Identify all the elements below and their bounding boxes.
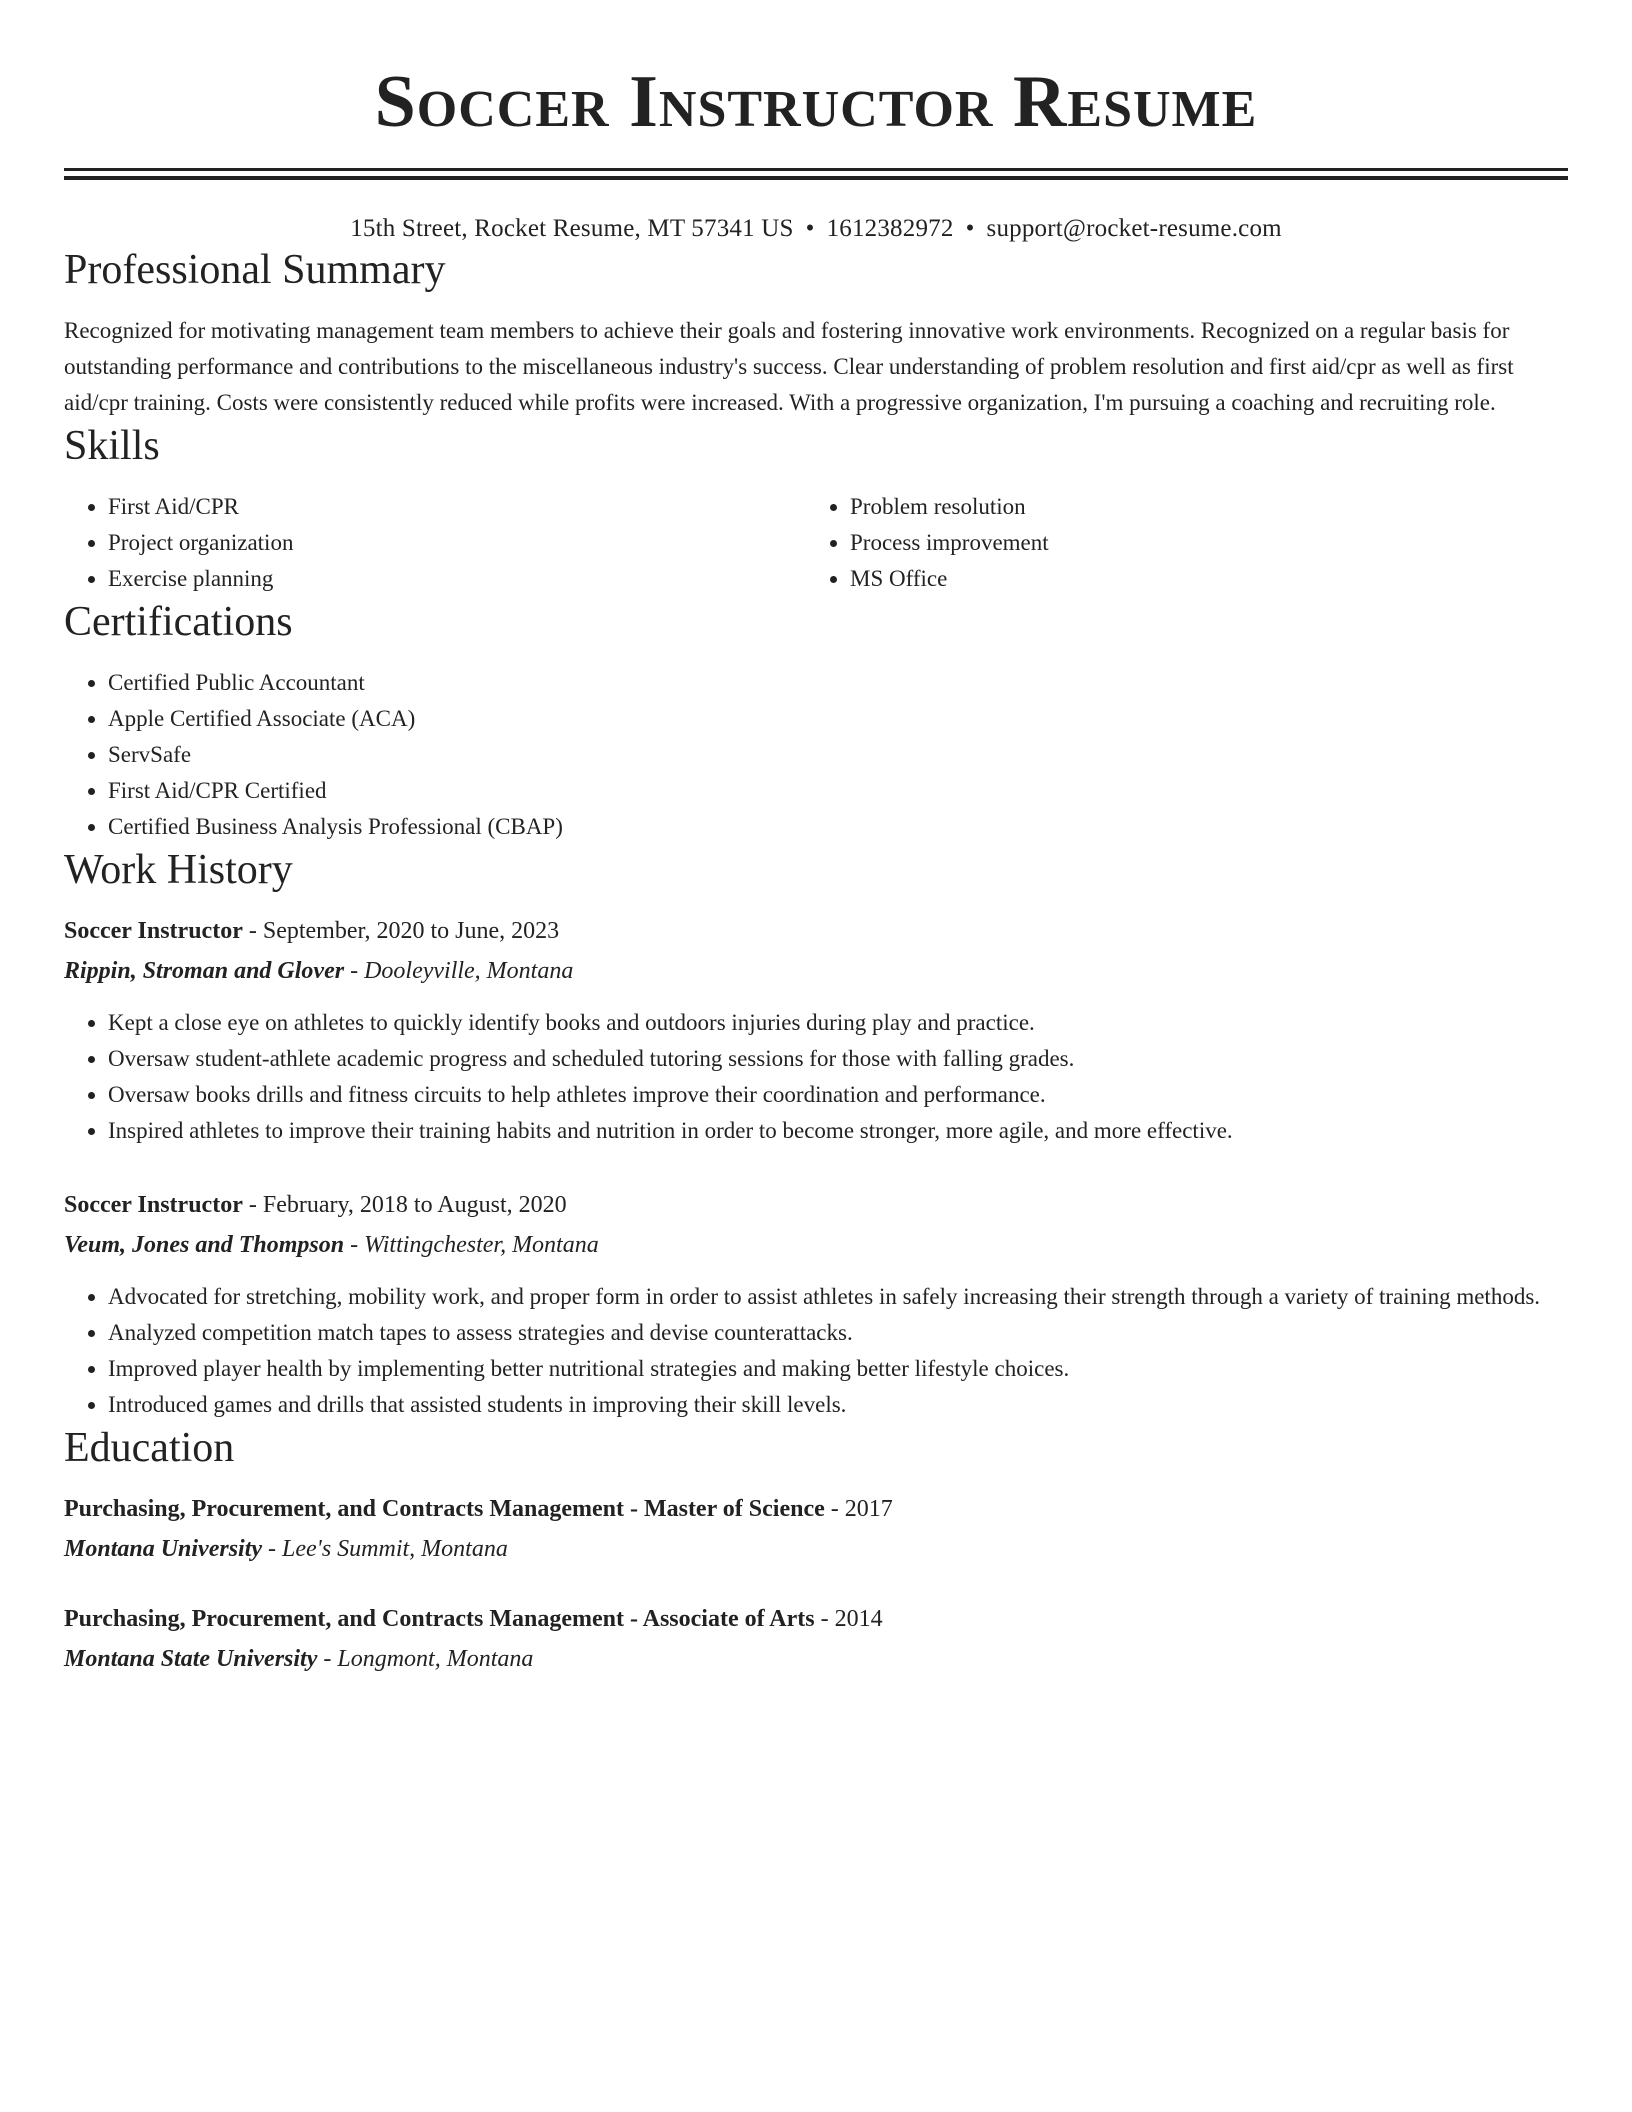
job-header: Soccer Instructor - February, 2018 to August, 2020 bbox=[64, 1192, 567, 1218]
job-bullet: • Oversaw books drills and fitness circuits to help athletes improve their coordination and performance. bbox=[108, 1077, 1568, 1113]
job-location: Dooleyville, Montana bbox=[364, 958, 574, 984]
certification-item: • First Aid/CPR Certified bbox=[108, 773, 1568, 809]
summary-heading: Professional Summary bbox=[64, 247, 446, 293]
certification-item: • ServSafe bbox=[108, 737, 1568, 773]
job-bullet: • Introduced games and drills that assisted students in improving their skill levels. bbox=[108, 1387, 1568, 1423]
skills-right-list bbox=[806, 489, 1548, 597]
skills-grid bbox=[64, 489, 1568, 597]
job-dates: September, 2020 to June, 2023 bbox=[262, 918, 560, 944]
skill-item: • Process improvement bbox=[850, 525, 1548, 561]
job-bullet: • Inspired athletes to improve their training habits and nutrition in order to become stronger, more agile, and more effective. bbox=[108, 1113, 1568, 1149]
job-bullets bbox=[64, 1005, 1568, 1149]
skill-item: • MS Office bbox=[850, 561, 1548, 597]
job-bullet: • Advocated for stretching, mobility work, and proper form in order to assist athletes in safely increasing their strength through a variety of training methods. bbox=[108, 1279, 1568, 1315]
education-school: Montana State University bbox=[64, 1646, 318, 1672]
education-school-line: Montana University - Lee's Summit, Montana bbox=[64, 1536, 508, 1562]
education-location: Lee's Summit, Montana bbox=[282, 1536, 508, 1562]
job-bullet: • Improved player health by implementing better nutritional strategies and making better lifestyle choices. bbox=[108, 1351, 1568, 1387]
job-header: Soccer Instructor - September, 2020 to June, 2023 bbox=[64, 918, 560, 944]
education-degree-line: Purchasing, Procurement, and Contracts Management - Master of Science - 2017 bbox=[64, 1496, 893, 1522]
education-degree: Purchasing, Procurement, and Contracts Management - Associate of Arts bbox=[64, 1606, 815, 1632]
certification-item: • Certified Business Analysis Professional (CBAP) bbox=[108, 809, 1568, 845]
job-company-line: Rippin, Stroman and Glover - Dooleyville, Montana bbox=[64, 958, 574, 984]
job-bullet: • Kept a close eye on athletes to quickly identify books and outdoors injuries during play and practice. bbox=[108, 1005, 1568, 1041]
job-dates: February, 2018 to August, 2020 bbox=[262, 1192, 567, 1218]
contact-address: 15th Street, Rocket Resume, MT 57341 US bbox=[350, 215, 794, 242]
job-location: Wittingchester, Montana bbox=[364, 1232, 599, 1258]
contact-separator: • bbox=[805, 215, 815, 242]
education-location: Longmont, Montana bbox=[337, 1646, 534, 1672]
skill-item: • Project organization bbox=[108, 525, 806, 561]
resume-title: Soccer Instructor Resume bbox=[374, 61, 1258, 143]
title-double-rule bbox=[64, 168, 1568, 180]
education-degree: Purchasing, Procurement, and Contracts Management - Master of Science bbox=[64, 1496, 825, 1522]
certification-item: • Apple Certified Associate (ACA) bbox=[108, 701, 1568, 737]
skills-heading: Skills bbox=[64, 423, 160, 469]
skill-item: • Exercise planning bbox=[108, 561, 806, 597]
job-company-line: Veum, Jones and Thompson - Wittingchester, Montana bbox=[64, 1232, 599, 1258]
education-heading: Education bbox=[64, 1425, 235, 1471]
skill-item: • Problem resolution bbox=[850, 489, 1548, 525]
job-bullets bbox=[64, 1279, 1568, 1423]
contact-line bbox=[64, 213, 1568, 245]
job-company: Veum, Jones and Thompson bbox=[64, 1232, 345, 1258]
job-company: Rippin, Stroman and Glover bbox=[64, 958, 345, 984]
education-year: 2014 bbox=[834, 1606, 883, 1632]
contact-email: support@rocket-resume.com bbox=[986, 215, 1282, 242]
job-bullet: • Analyzed competition match tapes to assess strategies and devise counterattacks. bbox=[108, 1315, 1568, 1351]
education-degree-line: Purchasing, Procurement, and Contracts Management - Associate of Arts - 2014 bbox=[64, 1606, 883, 1632]
skill-item: • First Aid/CPR bbox=[108, 489, 806, 525]
work-history-heading: Work History bbox=[64, 847, 293, 893]
job-title: Soccer Instructor bbox=[64, 1192, 243, 1218]
certifications-list bbox=[64, 665, 1568, 845]
education-school-line: Montana State University - Longmont, Montana bbox=[64, 1646, 534, 1672]
education-year: 2017 bbox=[844, 1496, 893, 1522]
certifications-heading: Certifications bbox=[64, 599, 293, 645]
job-bullet: • Oversaw student-athlete academic progress and scheduled tutoring sessions for those with falling grades. bbox=[108, 1041, 1568, 1077]
contact-separator: • bbox=[965, 215, 975, 242]
skills-left-list bbox=[64, 489, 806, 597]
job-title: Soccer Instructor bbox=[64, 918, 243, 944]
contact-phone: 1612382972 bbox=[826, 215, 954, 242]
education-school: Montana University bbox=[64, 1536, 263, 1562]
summary-text: Recognized for motivating management team members to achieve their goals and fostering innovative work environments. Recognized on a regular basis for outstanding performance and contributions to the miscellaneous industry's success. Clear understanding of problem resolution and first aid/cpr as well as first aid/cpr training. Costs were consistently reduced while profits were increased. With a progressive organization, I'm pursuing a coaching and recruiting role. bbox=[64, 318, 1514, 415]
certification-item: • Certified Public Accountant bbox=[108, 665, 1568, 701]
